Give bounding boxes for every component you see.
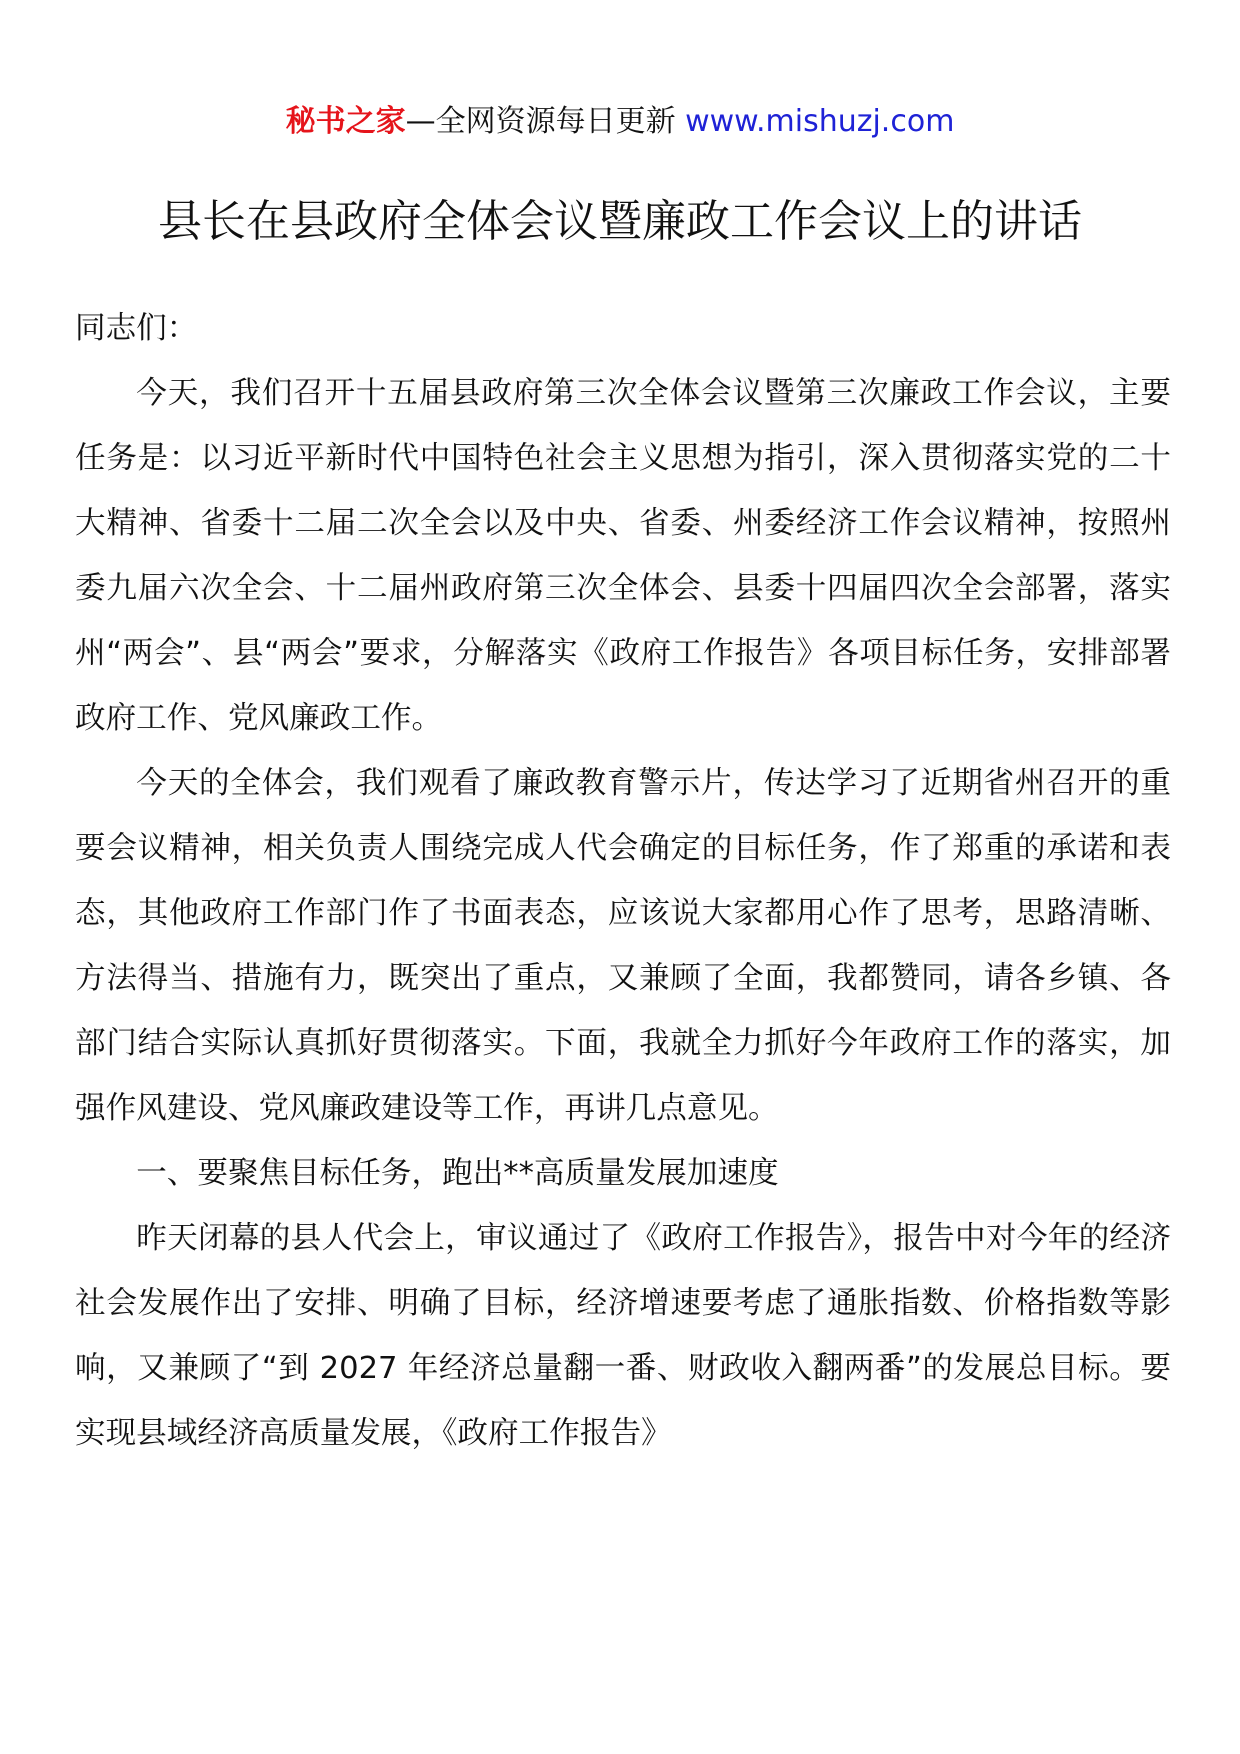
site-brand: 秘书之家 — [285, 104, 406, 139]
section-paragraph: 昨天闭幕的县人代会上，审议通过了《政府工作报告》，报告中对今年的经济社会发展作出了安排、明确了目标，经济增速要考虑了通胀指数、价格指数等影响，又兼顾了“到 2027 年经济总量翻一番、财政收入翻两番”的发展总目标。要实现县域经济高质量发展，《政府工作报告》 — [75, 1221, 1171, 1451]
site-url-link[interactable]: www.mishuzj.com — [675, 104, 955, 139]
site-header — [0, 100, 1240, 144]
site-tagline: —全网资源每日更新 — [405, 104, 676, 139]
document-body — [75, 296, 1171, 1466]
body-paragraph: 今天，我们召开十五届县政府第三次全体会议暨第三次廉政工作会议，主要任务是：以习近平新时代中国特色社会主义思想为指引，深入贯彻落实党的二十大精神、省委十二届二次全会以及中央、省委、州委经济工作会议精神，按照州委九届六次全会、十二届州政府第三次全体会、县委十四届四次全会部署，落实州“两会”、县“两会”要求，分解落实《政府工作报告》各项目标任务，安排部署政府工作、党风廉政工作。 — [75, 376, 1171, 736]
section-heading: 一、要聚焦目标任务，跑出**高质量发展加速度 — [136, 1156, 779, 1191]
document-title: 县长在县政府全体会议暨廉政工作会议上的讲话 — [158, 196, 1082, 247]
body-paragraph: 今天的全体会，我们观看了廉政教育警示片，传达学习了近期省州召开的重要会议精神，相关负责人围绕完成人代会确定的目标任务，作了郑重的承诺和表态，其他政府工作部门作了书面表态，应该说大家都用心作了思考，思路清晰、方法得当、措施有力，既突出了重点，又兼顾了全面，我都赞同，请各乡镇、各部门结合实际认真抓好贯彻落实。下面，我就全力抓好今年政府工作的落实，加强作风建设、党风廉政建设等工作，再讲几点意见。 — [75, 766, 1171, 1126]
salutation: 同志们： — [75, 311, 198, 346]
